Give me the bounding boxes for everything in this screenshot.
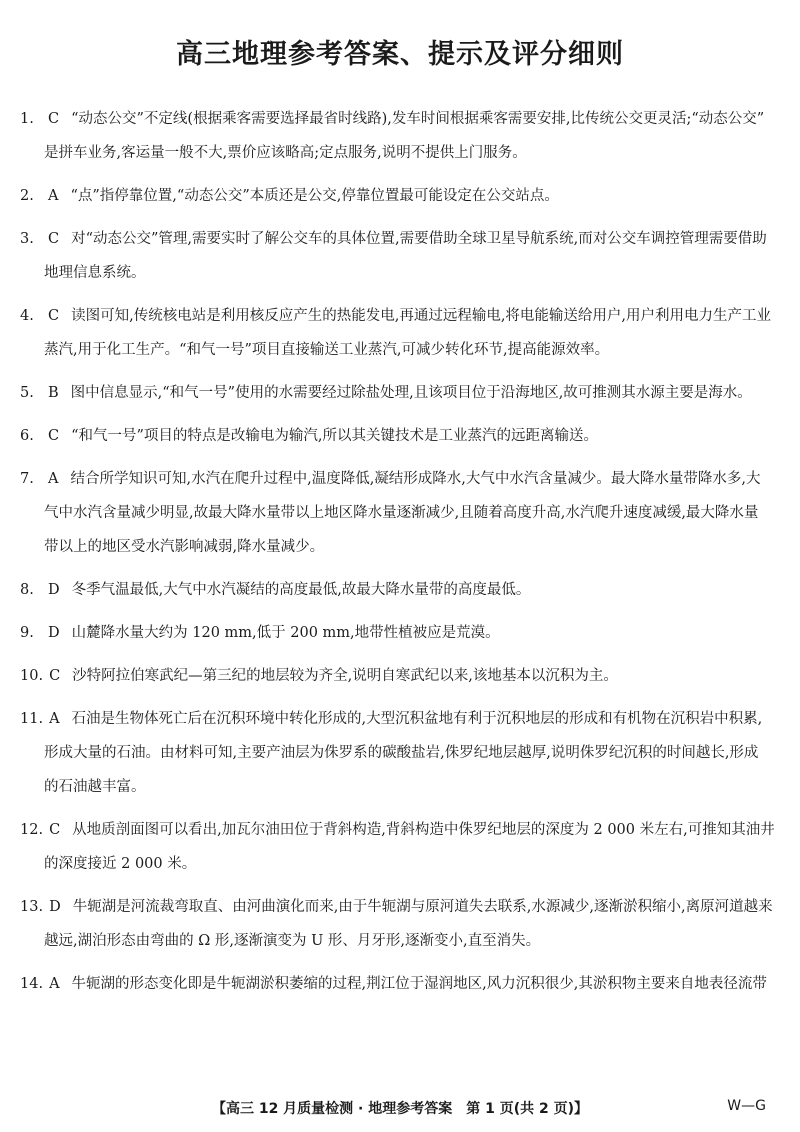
answer-item xyxy=(20,179,776,213)
answer-continuation-line xyxy=(20,770,776,804)
explanation-text: 牛轭湖的形态变化即是牛轭湖淤积萎缩的过程,荆江位于湿润地区,风力沉积很少,其淤积物主要来自地表径流带 xyxy=(71,976,767,992)
answer-item xyxy=(20,102,776,170)
explanation-text: 冬季气温最低,大气中水汽凝结的高度最低,故最大降水量带的高度最低。 xyxy=(71,582,531,598)
question-number: 14. xyxy=(20,976,44,992)
page-footer: 【高三 12 月质量检测 · 地理参考答案 第 1 页(共 2 页)】 xyxy=(211,1101,589,1117)
subject-code: W—G xyxy=(727,1098,766,1114)
answer-first-line xyxy=(20,462,776,496)
explanation-text: 气中水汽含量减少明显,故最大降水量带以上地区降水量逐渐减少,且随着高度升高,水汽爬升速度减缓,最大降水量 xyxy=(44,505,759,521)
explanation-text: “和气一号”项目的特点是改输电为输汽,所以其关键技术是工业蒸汽的远距离输送。 xyxy=(71,428,599,444)
answer-first-line xyxy=(20,813,776,847)
answer-continuation-line xyxy=(20,530,776,564)
question-number: 8. xyxy=(20,582,34,598)
answer-first-line xyxy=(20,376,776,410)
answer-choice: A xyxy=(49,711,60,727)
answer-first-line xyxy=(20,179,776,213)
question-number: 1. xyxy=(20,111,34,127)
answer-item xyxy=(20,702,776,804)
explanation-text: 是拼车业务,客运量一般不大,票价应该略高;定点服务,说明不提供上门服务。 xyxy=(44,145,527,161)
question-number: 13. xyxy=(20,899,44,915)
answer-continuation-line xyxy=(20,847,776,881)
explanation-text: 形成大量的石油。由材料可知,主要产油层为侏罗系的碳酸盐岩,侏罗纪地层越厚,说明侏罗纪沉积的时间越长,形成 xyxy=(44,745,759,761)
explanation-text: 蒸汽,用于化工生产。“和气一号”项目直接输送工业蒸汽,可减少转化环节,提高能源效率。 xyxy=(44,342,610,358)
answer-first-line xyxy=(20,890,776,924)
answer-item xyxy=(20,462,776,564)
answer-item xyxy=(20,890,776,958)
question-number: 4. xyxy=(20,308,34,324)
question-number: 7. xyxy=(20,471,34,487)
question-number: 12. xyxy=(20,822,44,838)
answer-first-line xyxy=(20,299,776,333)
explanation-text: 的石油越丰富。 xyxy=(44,779,146,795)
explanation-text: 读图可知,传统核电站是利用核反应产生的热能发电,再通过远程输电,将电能输送给用户,用户利用电力生产工业 xyxy=(71,308,772,324)
answer-choice: C xyxy=(48,231,60,247)
explanation-text: 结合所学知识可知,水汽在爬升过程中,温度降低,凝结形成降水,大气中水汽含量减少。最大降水量带降水多,大 xyxy=(70,471,761,487)
answer-choice: C xyxy=(49,668,61,684)
answer-continuation-line xyxy=(20,256,776,290)
answer-choice: C xyxy=(48,428,60,444)
answer-continuation-line xyxy=(20,333,776,367)
explanation-text: 带以上的地区受水汽影响减弱,降水量减少。 xyxy=(44,539,325,555)
answer-item xyxy=(20,573,776,607)
answer-list xyxy=(20,102,776,1010)
answer-item xyxy=(20,659,776,693)
answer-first-line xyxy=(20,222,776,256)
explanation-text: “动态公交”不定线(根据乘客需要选择最省时线路),发车时间根据乘客需要安排,比传统公交更灵活;“动态公交” xyxy=(71,111,765,127)
answer-choice: A xyxy=(49,976,60,992)
answer-item xyxy=(20,222,776,290)
answer-item xyxy=(20,813,776,881)
explanation-text: 图中信息显示,“和气一号”使用的水需要经过除盐处理,且该项目位于沿海地区,故可推测其水源主要是海水。 xyxy=(70,385,752,401)
answer-first-line xyxy=(20,419,776,453)
answer-first-line xyxy=(20,702,776,736)
answer-first-line xyxy=(20,102,776,136)
answer-first-line xyxy=(20,967,776,1001)
answer-item xyxy=(20,376,776,410)
answer-continuation-line xyxy=(20,736,776,770)
answer-continuation-line xyxy=(20,924,776,958)
explanation-text: 地理信息系统。 xyxy=(44,265,146,281)
question-number: 10. xyxy=(20,668,44,684)
question-number: 5. xyxy=(20,385,34,401)
explanation-text: 越远,湖泊形态由弯曲的 Ω 形,逐渐演变为 U 形、月牙形,逐渐变小,直至消失。 xyxy=(44,933,541,949)
explanation-text: 石油是生物体死亡后在沉积环境中转化形成的,大型沉积盆地有利于沉积地层的形成和有机物在沉积岩中积累, xyxy=(71,711,763,727)
answer-item xyxy=(20,967,776,1001)
answer-choice: D xyxy=(48,582,60,598)
answer-choice: A xyxy=(48,188,59,204)
answer-choice: C xyxy=(48,111,60,127)
question-number: 3. xyxy=(20,231,34,247)
page-title: 高三地理参考答案、提示及评分细则 xyxy=(176,39,624,70)
answer-item xyxy=(20,419,776,453)
answer-continuation-line xyxy=(20,136,776,170)
answer-first-line xyxy=(20,616,776,650)
explanation-text: 山麓降水量大约为 120 mm,低于 200 mm,地带性植被应是荒漠。 xyxy=(71,625,500,641)
answer-choice: B xyxy=(48,385,59,401)
explanation-text: 沙特阿拉伯寒武纪—第三纪的地层较为齐全,说明自寒武纪以来,该地基本以沉积为主。 xyxy=(72,668,618,684)
answer-choice: C xyxy=(49,822,61,838)
answer-item xyxy=(20,299,776,367)
explanation-text: “点”指停靠位置,“动态公交”本质还是公交,停靠位置最可能设定在公交站点。 xyxy=(70,188,559,204)
answer-choice: C xyxy=(48,308,60,324)
question-number: 2. xyxy=(20,188,34,204)
answer-first-line xyxy=(20,659,776,693)
question-number: 11. xyxy=(20,711,44,727)
explanation-text: 的深度接近 2 000 米。 xyxy=(44,856,197,872)
explanation-text: 从地质剖面图可以看出,加瓦尔油田位于背斜构造,背斜构造中侏罗纪地层的深度为 2 000 米左右,可推知其油井 xyxy=(72,822,775,838)
answer-choice: A xyxy=(48,471,59,487)
answer-item xyxy=(20,616,776,650)
question-number: 9. xyxy=(20,625,34,641)
answer-choice: D xyxy=(48,625,60,641)
question-number: 6. xyxy=(20,428,34,444)
explanation-text: 对“动态公交”管理,需要实时了解公交车的具体位置,需要借助全球卫星导航系统,而对公交车调控管理需要借助 xyxy=(71,231,767,247)
answer-first-line xyxy=(20,573,776,607)
answer-continuation-line xyxy=(20,496,776,530)
answer-choice: D xyxy=(49,899,61,915)
explanation-text: 牛轭湖是河流裁弯取直、由河曲演化而来,由于牛轭湖与原河道失去联系,水源减少,逐渐淤积缩小,离原河道越来 xyxy=(72,899,773,915)
